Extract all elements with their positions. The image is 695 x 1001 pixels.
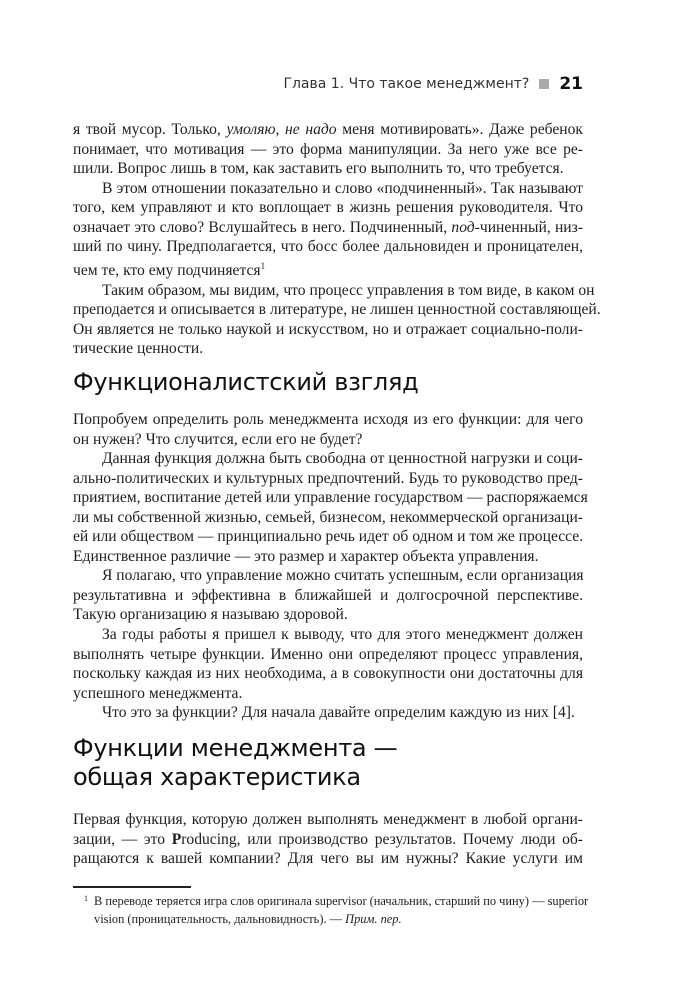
footnote-note-label: Прим. пер. [345,912,402,926]
chapter-title: Глава 1. Что такое менеджмент? [283,76,530,92]
text-segment: означает это слово? Вслушайтесь в него. Подчиненный, [73,218,452,236]
footnote-text: vision (проницательность, дальновидность). — [94,912,346,926]
text-block-functions [73,810,583,869]
text-line: За годы работы я пришел к выводу, что для этого менеджмент должен [102,626,583,644]
text-line: поскольку каждая из них необходима, а в совокупности они достаточны для [73,665,583,683]
paragraph [73,625,583,703]
text-line: Первая функция, которую должен выполнять менеджмент в любой органи- [73,811,583,828]
text-block-intro [73,120,601,359]
text-line: он нужен? Что случится, если его не будет? [73,430,363,448]
footnote-marker: 1 [84,894,88,903]
text-line: ей или обществом — принципиально речь идет об одном и том же процессе. [73,528,584,546]
text-segment: -чиненный, низ- [474,218,584,236]
text-line: Данная функция должна быть свободна от ценностной нагрузки и соци- [102,450,583,468]
footnote-line: В переводе теряется игра слов оригинала supervisor (начальник, старший по чину) — superior [94,894,589,908]
text-line [73,218,583,238]
paragraph [73,703,583,723]
text-line: Такую организацию я называю здоровой. [73,606,348,624]
paragraph [73,179,583,281]
text-line: того, кем управляют и кто воплощает в жизнь решения руководителя. Что [73,199,583,217]
text-line: тические ценности. [73,340,204,358]
text-line: Что это за функции? Для начала давайте определим каждую из них [4]. [102,704,575,722]
text-line: шили. Вопрос лишь в том, как заставить его выполнить то, что требуется. [73,160,564,178]
text-segment: под [451,218,475,236]
section-heading-functionalist: Функционалистский взгляд [73,368,419,396]
text-line: Таким образом, мы видим, что процесс управления в том виде, в каком он [102,281,595,299]
text-line: ший по чину. Предполагается, что босс более дальновиден и проницателен, [73,238,583,256]
text-line: В этом отношении показательно и слово «подчиненный». Так называют [102,179,583,197]
paragraph [73,410,583,449]
text-line: понимает, что мотивация — это форма манипуляции. За него уже все ре- [73,140,583,158]
paragraph [73,449,588,566]
page-number: 21 [559,74,583,94]
text-segment: P [171,830,182,848]
text-segment: меня мотивировать». Даже ребенок [336,121,583,138]
paragraph [73,566,583,625]
text-line: Я полагаю, что управление можно считать успешным, если организация [102,567,584,585]
text-line [73,257,583,281]
text-block-functionalist [73,410,588,723]
text-line: приятием, воспитание детей или управление государством — распоряжаемся [73,489,588,507]
text-line: выполнять четыре функции. Именно они определяют процесс управления, [73,645,583,663]
text-segment: я твой мусор. Только, [73,121,227,138]
running-header [283,74,583,94]
text-line: результативна и эффективна в ближайшей и долгосрочной перспективе. [73,586,583,604]
text-line: Он является не только наукой и искусством, но и отражает социально-поли- [73,320,583,338]
paragraph [73,281,601,359]
text-segment: roducing, или производство результатов. Почему люди об- [181,830,583,848]
text-line: ращаются к вашей компании? Для чего вы им нужны? Какие услуги им [73,850,583,868]
heading-line: общая характеристика [73,763,361,791]
text-segment: умоляю, не надо [226,121,337,138]
text-line: ли мы собственной жизнью, семьей, бизнесом, некоммерческой организаци- [73,508,583,526]
text-line: Попробуем определить роль менеджмента исходя из его функции: для чего [73,411,583,428]
footnote-divider [73,886,191,888]
footnote-line [94,910,583,928]
text-segment: зации, — это [73,830,172,848]
text-line [73,830,583,850]
section-heading-functions [73,734,397,792]
text-line: успешного менеджмента. [73,684,243,702]
paragraph [73,120,583,179]
text-line: ально-политических и культурных предпочтений. Будь то руководство пред- [73,469,583,487]
text-line [73,120,583,140]
text-line: преподается и описывается в литературе, не лишен ценностной составляющей. [73,301,601,319]
footnote [84,892,589,928]
square-separator-icon [539,79,549,89]
heading-line: Функции менеджмента — [73,734,398,762]
paragraph [73,810,583,869]
text-segment: чем те, кто ему подчиняется [73,262,261,280]
text-line: Единственное различие — это размер и характер объекта управления. [73,547,539,565]
footnote-reference: 1 [260,260,266,271]
